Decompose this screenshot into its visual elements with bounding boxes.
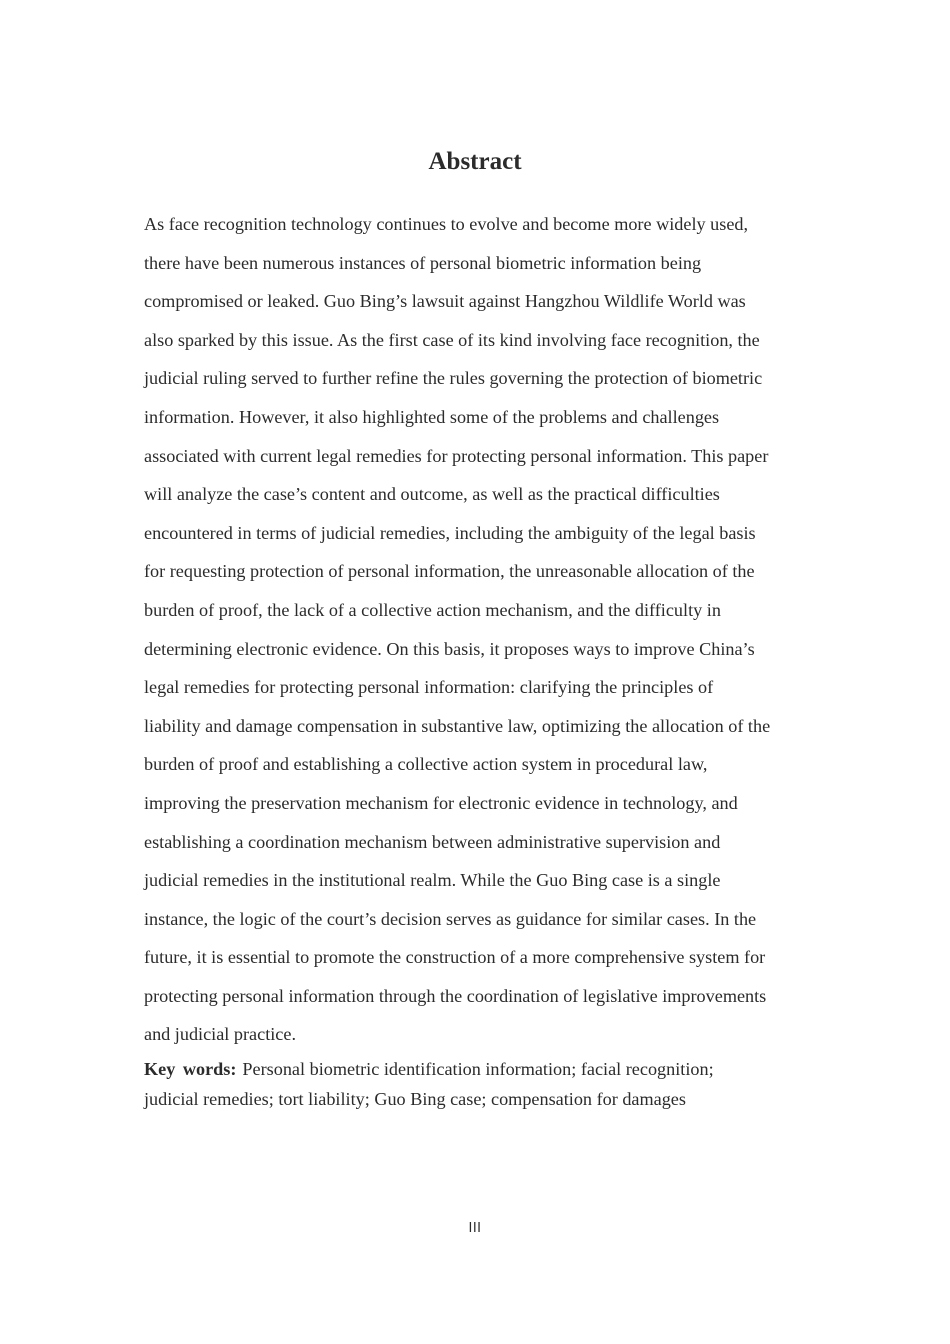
abstract-line: judicial ruling served to further refine the rules governing the protection of biometric bbox=[144, 368, 763, 389]
abstract-line: associated with current legal remedies for protecting personal information. This paper bbox=[144, 445, 769, 466]
abstract-line: and judicial practice. bbox=[144, 1024, 296, 1045]
abstract-line: future, it is essential to promote the construction of a more comprehensive system for bbox=[144, 947, 766, 968]
abstract-line: for requesting protection of personal information, the unreasonable allocation of the bbox=[144, 561, 755, 582]
abstract-line: there have been numerous instances of personal biometric information being bbox=[144, 252, 702, 273]
keywords-section bbox=[144, 1054, 824, 1114]
abstract-line: burden of proof and establishing a collective action system in procedural law, bbox=[144, 754, 708, 775]
abstract-line: will analyze the case’s content and outcome, as well as the practical difficulties bbox=[144, 484, 720, 505]
abstract-line: information. However, it also highlighted some of the problems and challenges bbox=[144, 406, 720, 427]
abstract-line: burden of proof, the lack of a collective action mechanism, and the difficulty in bbox=[144, 599, 721, 620]
abstract-line: As face recognition technology continues to evolve and become more widely used, bbox=[144, 214, 749, 234]
abstract-line: improving the preservation mechanism for electronic evidence in technology, and bbox=[144, 792, 738, 813]
abstract-line: encountered in terms of judicial remedies, including the ambiguity of the legal basis bbox=[144, 522, 756, 543]
abstract-line: compromised or leaked. Guo Bing’s lawsuit against Hangzhou Wildlife World was bbox=[144, 291, 746, 312]
abstract-line: determining electronic evidence. On this basis, it proposes ways to improve China’s bbox=[144, 638, 755, 659]
abstract-line: protecting personal information through the coordination of legislative improvements bbox=[144, 985, 767, 1006]
page-number: III bbox=[468, 1221, 482, 1236]
abstract-line: also sparked by this issue. As the first case of its kind involving face recognition, the bbox=[144, 329, 760, 350]
keywords-text-1: Personal biometric identification information; facial recognition; bbox=[242, 1059, 714, 1079]
abstract-line: instance, the logic of the court’s decision serves as guidance for similar cases. In the bbox=[144, 908, 757, 929]
abstract-line: legal remedies for protecting personal information: clarifying the principles of bbox=[144, 677, 714, 698]
abstract-line: judicial remedies in the institutional realm. While the Guo Bing case is a single bbox=[144, 870, 721, 891]
keywords-line-1 bbox=[144, 1054, 824, 1084]
abstract-line: liability and damage compensation in substantive law, optimizing the allocation of the bbox=[144, 715, 771, 736]
keywords-label: Key words: bbox=[144, 1059, 237, 1079]
abstract-line: establishing a coordination mechanism between administrative supervision and bbox=[144, 831, 721, 852]
abstract-title: Abstract bbox=[428, 148, 522, 175]
keywords-text-2: judicial remedies; tort liability; Guo Bing case; compensation for damages bbox=[144, 1089, 686, 1109]
abstract-body bbox=[144, 205, 824, 1054]
